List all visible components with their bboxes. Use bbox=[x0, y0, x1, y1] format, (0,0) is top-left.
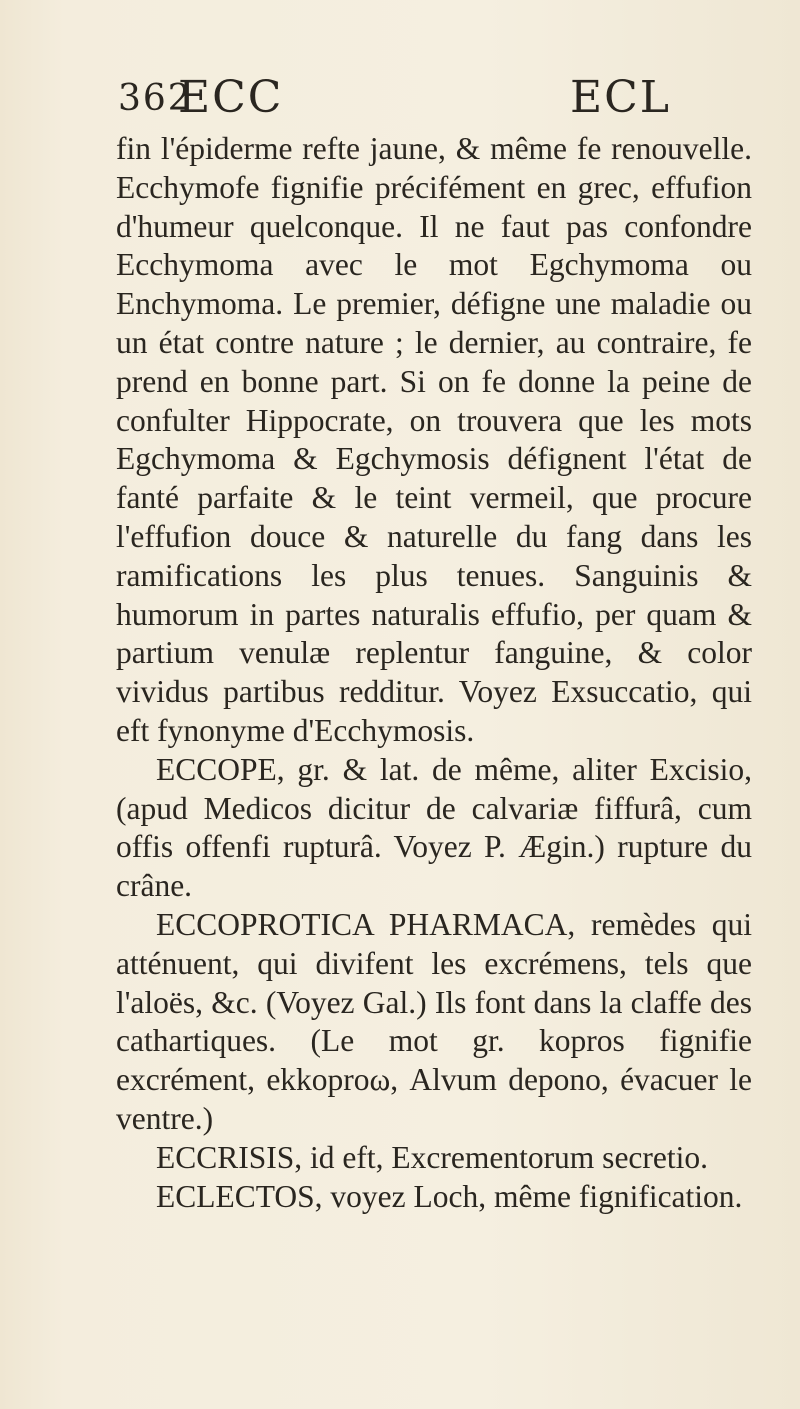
entry-eccoprotica: ECCOPROTICA PHARMACA, remèdes qui atténuent, qui divifent les excrémens, tels que l'aloës, &c. (Voyez Gal.) Ils font dans la claffe des cathartiques. (Le mot gr. kopros fignifie excrément, ekkoproω, Alvum depono, évacuer le ventre.) bbox=[116, 906, 752, 1136]
right-guide-word: ECL bbox=[570, 72, 672, 123]
running-header bbox=[118, 72, 690, 132]
entry-ecchymosis-continued: fin l'épiderme refte jaune, & même fe renouvelle. Ecchymofe fignifie précifément en grec, effufion d'humeur quelconque. Il ne faut pas confondre Ecchymoma avec le mot Egchymoma ou Enchymoma. Le premier, défigne une maladie ou un état contre nature ; le dernier, au contraire, fe prend en bonne part. Si on fe donne la peine de confulter Hippocrate, on trouvera que les mots Egchymoma & Egchymosis défignent l'état de fanté parfaite & le teint vermeil, que procure l'effufion douce & naturelle du fang dans les ramifications les plus tenues. Sanguinis & humorum in partes naturalis effufio, per quam & partium venulæ replentur fanguine, & color vividus partibus redditur. Voyez Exsuccatio, qui eft fynonyme d'Ecchymosis. bbox=[116, 131, 752, 748]
entry-eccope: ECCOPE, gr. & lat. de même, aliter Excisio, (apud Medicos dicitur de calvariæ fiffurâ, cum offis offenfi rupturâ. Voyez P. Ægin.) rupture du crâne. bbox=[116, 751, 752, 904]
left-guide-word: ECC bbox=[178, 72, 284, 123]
entry-eccrisis: ECCRISIS, id eft, Excrementorum secretio. bbox=[156, 1139, 709, 1175]
dictionary-text bbox=[116, 130, 752, 1216]
page-number: 362 bbox=[118, 78, 193, 119]
entry-eclectos: ECLECTOS, voyez Loch, même fignification. bbox=[156, 1178, 743, 1214]
